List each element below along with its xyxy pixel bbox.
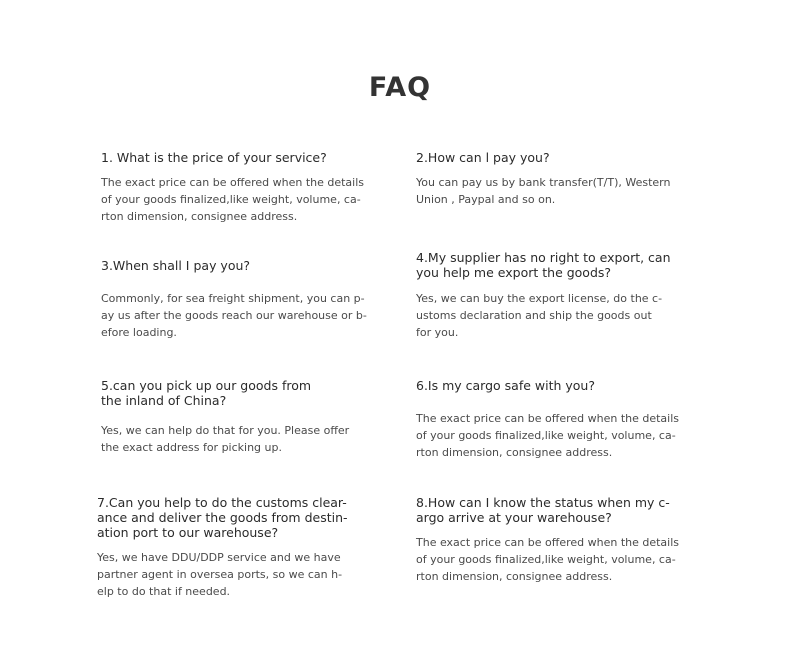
faq-question: 7.Can you help to do the customs clear- ance and deliver the goods from destin- ation port to our warehouse? <box>97 495 348 540</box>
faq-answer: Commonly, for sea freight shipment, you can p- ay us after the goods reach our warehouse or b- efore loading. <box>101 292 367 339</box>
faq-item-7 <box>97 495 387 598</box>
faq-item-1 <box>101 150 391 223</box>
faq-item-2 <box>416 150 706 206</box>
faq-answer: The exact price can be offered when the details of your goods finalized,like weight, volume, ca- rton dimension, consignee address. <box>416 412 680 459</box>
faq-question: 6.Is my cargo safe with you? <box>416 378 595 393</box>
faq-answer: The exact price can be offered when the details of your goods finalized,like weight, volume, ca- rton dimension, consignee address. <box>416 536 680 583</box>
faq-question: 3.When shall I pay you? <box>101 258 251 273</box>
faq-question: 2.How can l pay you? <box>416 150 550 165</box>
faq-answer: Yes, we have DDU/DDP service and we have partner agent in oversea ports, so we can h- elp to do that if needed. <box>97 551 343 598</box>
faq-question: 5.can you pick up our goods from the inland of China? <box>101 378 312 408</box>
faq-item-8 <box>416 495 706 583</box>
faq-question: 4.My supplier has no right to export, can you help me export the goods? <box>416 250 671 280</box>
faq-answer: Yes, we can help do that for you. Please offer the exact address for picking up. <box>101 424 350 454</box>
faq-question: 8.How can I know the status when my c- argo arrive at your warehouse? <box>416 495 670 525</box>
faq-item-6 <box>416 378 706 459</box>
page-title: FAQ <box>368 72 432 103</box>
faq-item-4 <box>416 250 706 339</box>
faq-answer: Yes, we can buy the export license, do the c- ustoms declaration and ship the goods out for you. <box>416 292 663 339</box>
faq-answer: The exact price can be offered when the details of your goods finalized,like weight, volume, ca- rton dimension, consignee address. <box>101 176 365 223</box>
faq-question: 1. What is the price of your service? <box>101 150 327 165</box>
faq-item-3 <box>101 258 391 339</box>
faq-answer: You can pay us by bank transfer(T/T), Western Union , Paypal and so on. <box>416 176 671 206</box>
faq-item-5 <box>101 378 391 454</box>
